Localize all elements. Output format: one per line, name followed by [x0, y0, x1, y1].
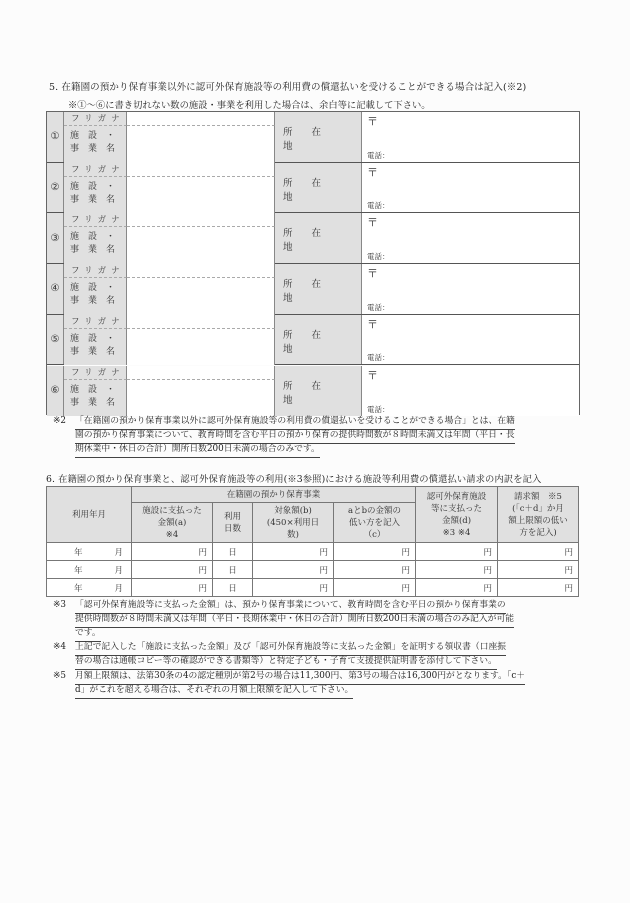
facility-name-label-l1: 施設・ — [70, 181, 125, 192]
amount-b-field[interactable] — [253, 579, 334, 597]
note-3-line-2: 提供時間数が８時間未満又は年間（平日・長期休業中・休日の合計）開所日数200日未満の場合のみ記入が可能 — [75, 612, 514, 628]
location-label: 所在地 — [275, 366, 362, 417]
day-unit: 日 — [228, 583, 237, 594]
day-unit: 日 — [228, 547, 237, 558]
furigana-label: フリガナ — [64, 315, 127, 329]
furigana-label: フリガナ — [64, 163, 127, 177]
claim-row — [47, 543, 579, 561]
facility-name-label — [64, 329, 127, 366]
header-col-a — [132, 503, 213, 543]
facility-name-field[interactable] — [127, 329, 275, 366]
furigana-label: フリガナ — [64, 366, 127, 380]
header-claim-l4: 方を記入) — [519, 527, 557, 538]
header-col-claim — [498, 487, 579, 543]
year-unit: 年 — [74, 583, 83, 594]
facility-name-label-l1: 施設・ — [70, 384, 125, 395]
postal-mark: 〒 — [367, 317, 378, 331]
header-col-d-l1: 認可外保育施設 — [426, 491, 487, 502]
facility-name-field[interactable] — [127, 177, 275, 214]
row-number: ⑥ — [47, 366, 64, 417]
note-5-mark: ※5 — [53, 671, 66, 681]
header-col-d-l3: 金額(d) — [441, 515, 472, 526]
furigana-field[interactable] — [127, 163, 275, 177]
row-number: ④ — [47, 264, 64, 314]
header-col-c-l1: aとbの金額の — [348, 505, 402, 516]
tel-label: 電話： — [367, 302, 390, 312]
yen-unit: 円 — [483, 547, 493, 558]
furigana-field[interactable] — [127, 264, 275, 278]
amount-b-field[interactable] — [253, 543, 334, 561]
year-month-field[interactable] — [47, 561, 132, 579]
section6-title: 6. 在籍園の預かり保育事業と、認可外保育施設等の利用(※3参照)における施設等利用費の償還払い請求の内訳を記入 — [46, 474, 542, 485]
header-col-d-l2: 等に支払った — [431, 503, 483, 514]
facility-row — [47, 264, 579, 315]
furigana-field[interactable] — [127, 315, 275, 329]
tel-label: 電話： — [367, 405, 390, 415]
header-claim-l1: 請求額 ※5 — [514, 491, 562, 502]
facility-name-field[interactable] — [127, 278, 275, 315]
yen-unit: 円 — [483, 565, 493, 576]
day-unit: 日 — [228, 565, 237, 576]
claim-amount-field[interactable] — [498, 579, 579, 597]
note-2-line-3: 期休業中・休日の合計）開所日数200日未満の場合のみです。 — [75, 442, 320, 458]
yen-unit: 円 — [319, 547, 328, 558]
days-field[interactable] — [213, 579, 253, 597]
yen-unit: 円 — [401, 583, 411, 594]
header-col-b — [253, 503, 334, 543]
yen-unit: 円 — [319, 565, 328, 576]
amount-a-field[interactable] — [132, 543, 213, 561]
days-field[interactable] — [213, 561, 253, 579]
facility-name-label — [64, 177, 127, 214]
address-field[interactable] — [362, 264, 579, 314]
claim-row — [47, 561, 579, 579]
header-group-preschool: 在籍園の預かり保育事業 — [132, 487, 416, 503]
facility-name-label — [64, 227, 127, 264]
facility-table — [46, 111, 580, 415]
header-col-c-l3: （c） — [363, 529, 386, 540]
claim-breakdown-table — [46, 486, 579, 597]
location-label: 所在地 — [275, 315, 362, 365]
furigana-field[interactable] — [127, 366, 275, 380]
facility-row — [47, 112, 579, 163]
facility-name-field[interactable] — [127, 126, 275, 163]
furigana-label: フリガナ — [64, 213, 127, 227]
postal-mark: 〒 — [367, 216, 378, 230]
header-col-c — [334, 503, 416, 543]
header-col-a-l1: 施設に支払った — [142, 505, 202, 516]
yen-unit: 円 — [198, 565, 207, 576]
note-3-line-3: です。 — [75, 626, 101, 642]
address-field[interactable] — [362, 366, 579, 417]
section5-title: 5. 在籍園の預かり保育事業以外に認可外保育施設等の利用費の償還払いを受けることができる場合は記入(※2) — [49, 82, 527, 93]
note-2-line-2: 園の預かり保育事業について、教育時間を含む平日の預かり保育の提供時間数が８時間未満又は年間（平日・長 — [75, 428, 515, 444]
note-5-line-2: d」がこれを超える場合は、それぞれの月額上限額を記入して下さい。 — [75, 683, 353, 699]
header-col-d — [416, 487, 498, 543]
facility-name-field[interactable] — [127, 227, 275, 264]
yen-unit: 円 — [564, 565, 574, 576]
furigana-field[interactable] — [127, 213, 275, 227]
row-number: ① — [47, 112, 64, 162]
header-col-d-l4: ※3 ※4 — [442, 527, 471, 538]
facility-name-label-l1: 施設・ — [70, 333, 125, 344]
facility-name-label — [64, 126, 127, 163]
yen-unit: 円 — [401, 547, 411, 558]
yen-unit: 円 — [401, 565, 411, 576]
note-3-line-1: 「認可外保育施設等に支払った金額」は、預かり保育事業について、教育時間を含む平日の預かり保育事業の — [75, 598, 506, 614]
postal-mark: 〒 — [367, 165, 378, 179]
facility-name-label-l2: 事業名 — [70, 397, 125, 408]
amount-c-field[interactable] — [334, 579, 416, 597]
note-5-line-1: 月額上限額は、法第30条の4の認定種別が第2号の場合は11,300円、第3号の場合は16,300円がとなります。「c＋ — [75, 669, 525, 685]
yen-unit: 円 — [198, 547, 207, 558]
postal-mark: 〒 — [367, 267, 378, 281]
amount-c-field[interactable] — [334, 561, 416, 579]
note-2-line-1: 「在籍園の預かり保育事業以外に認可外保育施設等の利用費の償還払いを受けることができる場合」とは、在籍 — [75, 414, 515, 430]
claim-amount-field[interactable] — [498, 561, 579, 579]
month-unit: 月 — [114, 584, 123, 594]
yen-unit: 円 — [564, 547, 574, 558]
amount-d-field[interactable] — [416, 579, 498, 597]
row-number: ③ — [47, 213, 64, 263]
facility-name-label — [64, 380, 127, 417]
location-label: 所在地 — [275, 264, 362, 314]
tel-label: 電話： — [367, 150, 390, 160]
row-number: ② — [47, 163, 64, 213]
facility-name-label-l1: 施設・ — [70, 131, 125, 141]
furigana-field[interactable] — [127, 112, 275, 126]
amount-d-field[interactable] — [416, 543, 498, 561]
location-label: 所在地 — [275, 213, 362, 263]
amount-a-field[interactable] — [132, 561, 213, 579]
header-year-month: 利用年月 — [47, 487, 132, 543]
note-4-line-1: 上記で記入した「施設に支払った金額」及び「認可外保育施設等に支払った金額」を証明する領収書（口座振 — [75, 640, 506, 656]
facility-name-field[interactable] — [127, 380, 275, 417]
header-col-a-l3: ※4 — [165, 529, 179, 540]
note-4-mark: ※4 — [53, 642, 66, 652]
tel-label: 電話： — [367, 201, 390, 211]
year-unit: 年 — [74, 565, 83, 576]
facility-name-label-l2: 事業名 — [70, 245, 125, 256]
note-3-mark: ※3 — [53, 600, 66, 610]
header-col-b-l3: 数) — [287, 529, 299, 540]
days-field[interactable] — [213, 543, 253, 561]
facility-row — [47, 163, 579, 214]
location-label: 所在地 — [275, 112, 362, 162]
facility-name-label-l1: 施設・ — [70, 283, 125, 294]
header-claim-l2: (「c＋d」か月 — [512, 503, 564, 514]
header-col-b-l2: (450×利用日 — [266, 517, 320, 528]
claim-amount-field[interactable] — [498, 543, 579, 561]
facility-name-label-l2: 事業名 — [70, 144, 125, 154]
header-col-b-l1: 対象額(b) — [274, 505, 312, 516]
facility-name-label — [64, 278, 127, 315]
amount-c-field[interactable] — [334, 543, 416, 561]
year-month-field[interactable] — [47, 579, 132, 597]
amount-a-field[interactable] — [132, 579, 213, 597]
note-2-mark: ※2 — [53, 416, 66, 426]
header-days-l1: 利用 — [223, 511, 241, 522]
facility-row — [47, 315, 579, 366]
header-claim-l3: 額上限額の低い — [508, 515, 568, 526]
header-days-l2: 日数 — [223, 523, 241, 534]
facility-row — [47, 366, 579, 417]
postal-mark: 〒 — [367, 368, 378, 382]
facility-name-label-l2: 事業名 — [70, 296, 125, 307]
tel-label: 電話： — [367, 252, 390, 262]
amount-b-field[interactable] — [253, 561, 334, 579]
postal-mark: 〒 — [367, 115, 378, 128]
facility-name-label-l1: 施設・ — [70, 232, 125, 243]
address-field[interactable] — [362, 112, 579, 162]
month-unit: 月 — [114, 566, 123, 576]
facility-row — [47, 213, 579, 264]
year-month-field[interactable] — [47, 543, 132, 561]
yen-unit: 円 — [483, 583, 493, 594]
section5-subnote: ※①～⑥に書き切れない数の施設・事業を利用した場合は、余白等に記載して下さい。 — [68, 100, 431, 111]
month-unit: 月 — [114, 548, 123, 558]
amount-d-field[interactable] — [416, 561, 498, 579]
address-field[interactable] — [362, 213, 579, 263]
address-field[interactable] — [362, 315, 579, 365]
header-col-a-l2: 金額(a) — [157, 517, 187, 528]
yen-unit: 円 — [319, 583, 328, 594]
address-field[interactable] — [362, 163, 579, 213]
row-number: ⑤ — [47, 315, 64, 365]
header-col-days — [213, 503, 253, 543]
note-4-line-2: 替の場合は通帳コピー等の確認ができる書類等）と特定子ども・子育て支援提供証明書を添付して下さい。 — [75, 654, 497, 670]
yen-unit: 円 — [198, 583, 207, 594]
furigana-label: フリガナ — [64, 112, 127, 126]
facility-name-label-l2: 事業名 — [70, 346, 125, 357]
location-label: 所在地 — [275, 163, 362, 213]
yen-unit: 円 — [564, 583, 574, 594]
furigana-label: フリガナ — [64, 264, 127, 278]
facility-name-label-l2: 事業名 — [70, 194, 125, 205]
year-unit: 年 — [74, 547, 83, 558]
header-col-c-l2: 低い方を記入 — [349, 517, 401, 528]
tel-label: 電話： — [367, 353, 390, 363]
claim-row — [47, 579, 579, 597]
